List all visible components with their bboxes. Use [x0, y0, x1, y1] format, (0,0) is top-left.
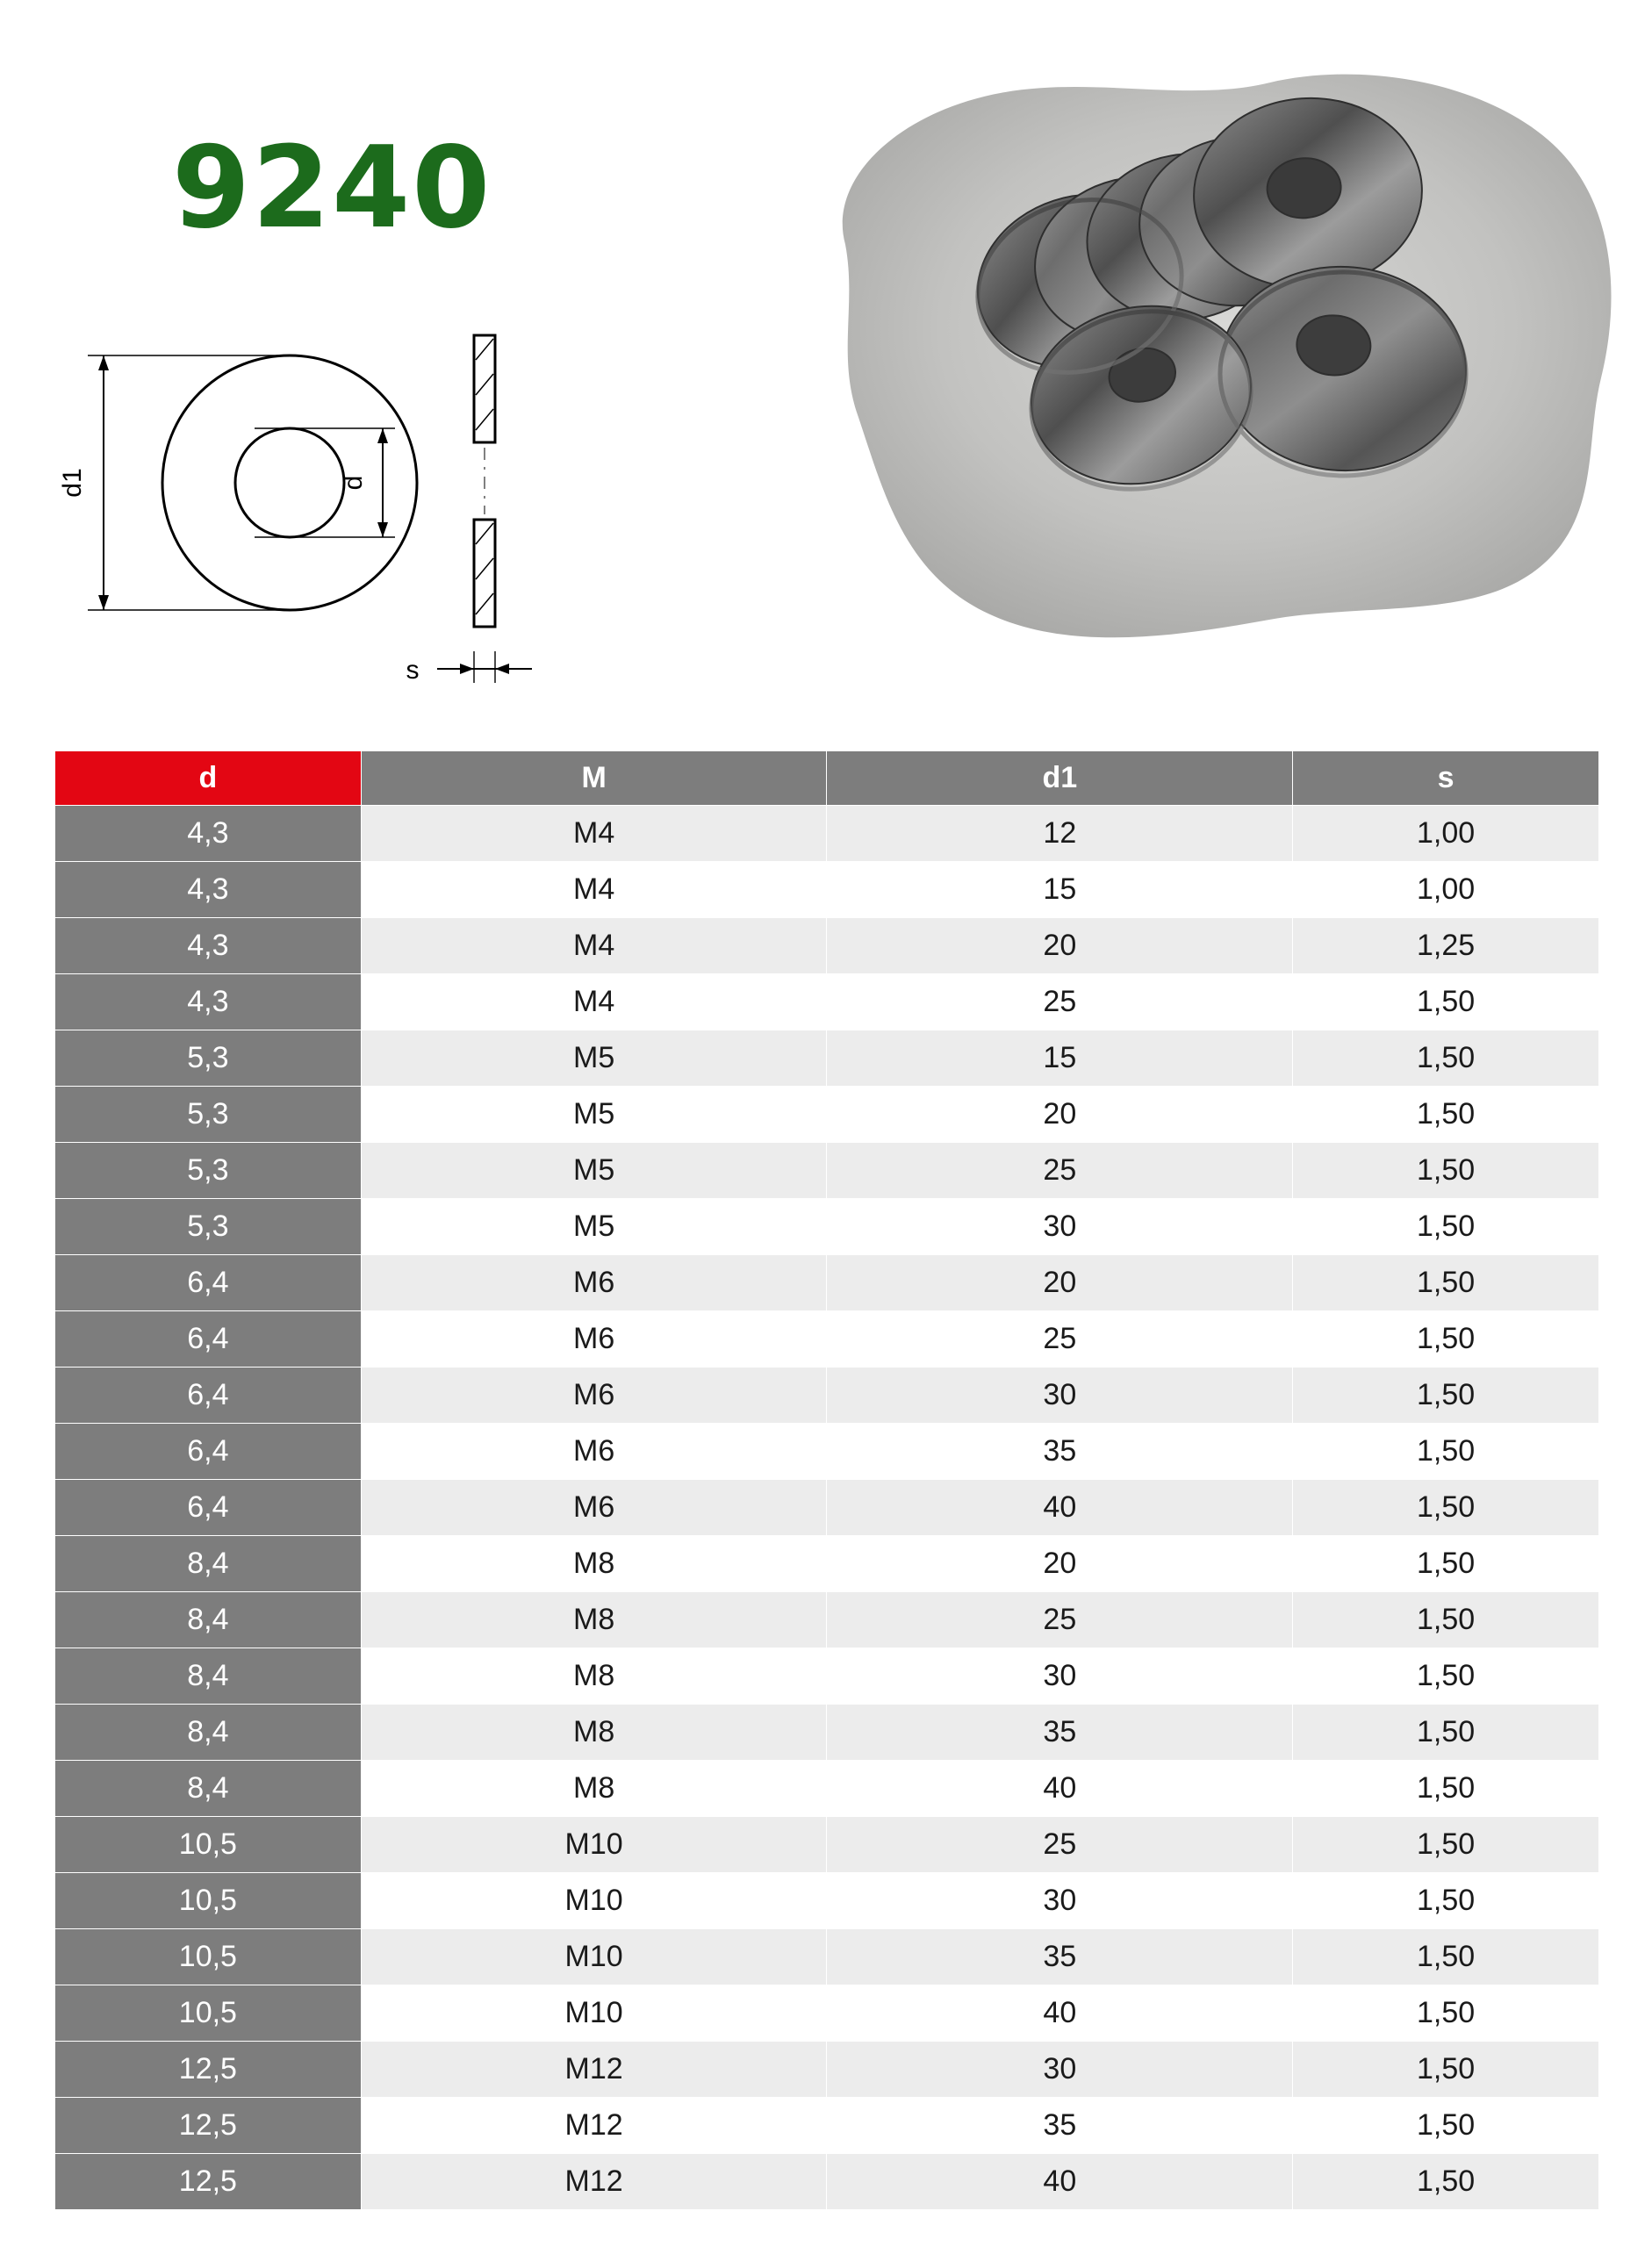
table-cell-m: M6 [361, 1480, 827, 1536]
table-cell-s: 1,50 [1293, 1143, 1599, 1199]
table-row [55, 1761, 1599, 1817]
table-row [55, 1368, 1599, 1424]
table-cell-d: 10,5 [55, 1929, 362, 1985]
table-cell-s: 1,50 [1293, 1705, 1599, 1761]
table-cell-s: 1,50 [1293, 2042, 1599, 2098]
table-cell-s: 1,50 [1293, 1030, 1599, 1087]
table-cell-m: M4 [361, 862, 827, 918]
table-cell-s: 1,50 [1293, 1368, 1599, 1424]
table-cell-s: 1,00 [1293, 806, 1599, 862]
table-cell-d1: 30 [827, 1368, 1293, 1424]
table-row [55, 1817, 1599, 1873]
table-row [55, 2154, 1599, 2210]
table-row [55, 918, 1599, 974]
table-cell-m: M4 [361, 918, 827, 974]
table-cell-s: 1,50 [1293, 974, 1599, 1030]
table-cell-s: 1,50 [1293, 1817, 1599, 1873]
column-header-d1: d1 [827, 751, 1293, 806]
table-cell-d1: 35 [827, 1929, 1293, 1985]
table-cell-s: 1,50 [1293, 1761, 1599, 1817]
table-cell-d1: 20 [827, 1255, 1293, 1311]
table-row [55, 1873, 1599, 1929]
table-cell-d1: 25 [827, 1311, 1293, 1368]
table-row [55, 1311, 1599, 1368]
table-cell-m: M8 [361, 1592, 827, 1648]
table-cell-s: 1,25 [1293, 918, 1599, 974]
table-row [55, 1592, 1599, 1648]
table-cell-d: 10,5 [55, 1985, 362, 2042]
table-row [55, 1929, 1599, 1985]
table-cell-s: 1,50 [1293, 1648, 1599, 1705]
table-cell-d1: 35 [827, 1424, 1293, 1480]
table-cell-d: 8,4 [55, 1536, 362, 1592]
table-cell-m: M5 [361, 1087, 827, 1143]
table-cell-m: M12 [361, 2154, 827, 2210]
table-cell-d1: 40 [827, 2154, 1293, 2210]
table-cell-s: 1,50 [1293, 1424, 1599, 1480]
table-cell-d: 8,4 [55, 1592, 362, 1648]
table-cell-s: 1,50 [1293, 1311, 1599, 1368]
column-header-m: M [361, 751, 827, 806]
table-cell-m: M6 [361, 1255, 827, 1311]
table-cell-d1: 20 [827, 1087, 1293, 1143]
table-cell-s: 1,50 [1293, 1592, 1599, 1648]
table-cell-s: 1,50 [1293, 1985, 1599, 2042]
product-photo [816, 18, 1633, 720]
table-cell-d: 8,4 [55, 1761, 362, 1817]
washer-dimension-drawing [35, 325, 825, 693]
table-cell-d: 4,3 [55, 806, 362, 862]
table-cell-d: 5,3 [55, 1030, 362, 1087]
table-cell-m: M10 [361, 1929, 827, 1985]
washers-photo-illustration [816, 18, 1633, 720]
table-cell-d: 5,3 [55, 1143, 362, 1199]
table-row [55, 1199, 1599, 1255]
table-cell-s: 1,50 [1293, 1873, 1599, 1929]
table-row [55, 1985, 1599, 2042]
table-row [55, 1143, 1599, 1199]
table-cell-d: 8,4 [55, 1705, 362, 1761]
table-body [55, 806, 1599, 2210]
table-cell-m: M5 [361, 1199, 827, 1255]
table-cell-d: 6,4 [55, 1480, 362, 1536]
specification-table [54, 750, 1599, 2210]
table-cell-s: 1,50 [1293, 1199, 1599, 1255]
table-row [55, 2098, 1599, 2154]
table-cell-d1: 40 [827, 1480, 1293, 1536]
table-cell-s: 1,50 [1293, 1087, 1599, 1143]
table-cell-s: 1,50 [1293, 1255, 1599, 1311]
table-header-row [55, 751, 1599, 806]
table-cell-d1: 25 [827, 1592, 1293, 1648]
table-cell-d: 6,4 [55, 1368, 362, 1424]
table-cell-d: 10,5 [55, 1817, 362, 1873]
table-cell-d1: 30 [827, 1648, 1293, 1705]
table-cell-d: 12,5 [55, 2042, 362, 2098]
table-row [55, 1480, 1599, 1536]
dimension-label-d: d [339, 475, 368, 491]
table-cell-d: 5,3 [55, 1199, 362, 1255]
table-cell-d: 6,4 [55, 1255, 362, 1311]
table-cell-m: M5 [361, 1143, 827, 1199]
table-cell-m: M12 [361, 2098, 827, 2154]
table-cell-d1: 25 [827, 974, 1293, 1030]
table-cell-d1: 30 [827, 1873, 1293, 1929]
table-row [55, 806, 1599, 862]
table-cell-d: 4,3 [55, 918, 362, 974]
table-cell-d: 8,4 [55, 1648, 362, 1705]
table-cell-s: 1,50 [1293, 1536, 1599, 1592]
table-cell-d: 4,3 [55, 974, 362, 1030]
table-row [55, 1648, 1599, 1705]
table-cell-d: 10,5 [55, 1873, 362, 1929]
table-cell-m: M4 [361, 806, 827, 862]
table-row [55, 862, 1599, 918]
table-cell-m: M5 [361, 1030, 827, 1087]
table-cell-d1: 15 [827, 1030, 1293, 1087]
table-cell-s: 1,00 [1293, 862, 1599, 918]
table-cell-m: M8 [361, 1648, 827, 1705]
header-section [0, 0, 1652, 737]
table-cell-m: M6 [361, 1311, 827, 1368]
table-cell-d1: 12 [827, 806, 1293, 862]
dimension-label-s: s [406, 656, 420, 685]
table-cell-m: M8 [361, 1761, 827, 1817]
table-row [55, 1424, 1599, 1480]
table-cell-d1: 15 [827, 862, 1293, 918]
column-header-s: s [1293, 751, 1599, 806]
table-cell-d: 12,5 [55, 2154, 362, 2210]
table-cell-m: M10 [361, 1817, 827, 1873]
dimension-label-d1: d1 [58, 468, 87, 498]
table-cell-m: M10 [361, 1873, 827, 1929]
table-cell-d1: 20 [827, 1536, 1293, 1592]
table-cell-s: 1,50 [1293, 1929, 1599, 1985]
table-cell-d1: 20 [827, 918, 1293, 974]
table-cell-s: 1,50 [1293, 2098, 1599, 2154]
table-cell-d1: 35 [827, 2098, 1293, 2154]
table-row [55, 2042, 1599, 2098]
table-cell-d: 12,5 [55, 2098, 362, 2154]
standard-number-title: 9240 [172, 123, 492, 254]
table-row [55, 1255, 1599, 1311]
table-cell-m: M4 [361, 974, 827, 1030]
table-cell-m: M8 [361, 1536, 827, 1592]
table-cell-m: M6 [361, 1424, 827, 1480]
table-cell-m: M10 [361, 1985, 827, 2042]
specification-table-wrapper [54, 750, 1599, 2210]
table-row [55, 1536, 1599, 1592]
table-cell-m: M12 [361, 2042, 827, 2098]
table-cell-d1: 25 [827, 1143, 1293, 1199]
table-cell-d1: 40 [827, 1761, 1293, 1817]
table-row [55, 1030, 1599, 1087]
table-cell-d: 6,4 [55, 1311, 362, 1368]
table-cell-d1: 30 [827, 1199, 1293, 1255]
technical-drawing [35, 325, 825, 693]
table-cell-s: 1,50 [1293, 2154, 1599, 2210]
table-cell-d: 6,4 [55, 1424, 362, 1480]
table-cell-d1: 40 [827, 1985, 1293, 2042]
table-cell-m: M8 [361, 1705, 827, 1761]
table-cell-d1: 25 [827, 1817, 1293, 1873]
table-cell-d1: 30 [827, 2042, 1293, 2098]
column-header-d: d [55, 751, 362, 806]
table-cell-d: 4,3 [55, 862, 362, 918]
table-row [55, 1087, 1599, 1143]
table-cell-d1: 35 [827, 1705, 1293, 1761]
table-cell-s: 1,50 [1293, 1480, 1599, 1536]
table-row [55, 1705, 1599, 1761]
table-row [55, 974, 1599, 1030]
table-cell-m: M6 [361, 1368, 827, 1424]
table-cell-d: 5,3 [55, 1087, 362, 1143]
